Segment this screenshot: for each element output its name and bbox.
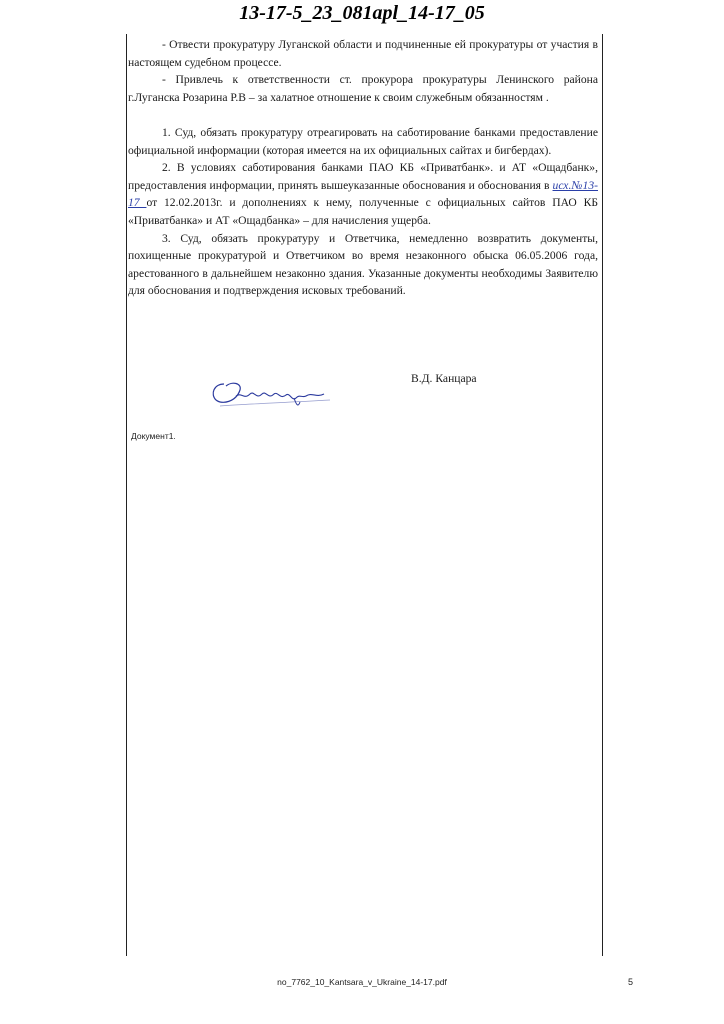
document-body [128, 36, 598, 300]
paragraph-item-2-text-a: 2. В условиях саботирования банками ПАО КБ «Приватбанк». и АТ «Ощадбанк», предоставления информации, принять вышеуказанные обоснования и обоснования в [128, 161, 598, 192]
paragraph-hold-accountable: - Привлечь к ответственности ст. прокурора прокуратуры Ленинского района г.Луганска Розарина Р.В – за халатное отношение к своим служебным обязанностям . [128, 73, 598, 104]
paragraph-remove-prosecutor: - Отвести прокуратуру Луганской области и подчиненные ей прокуратуры от участия в настоящем судебном процессе. [128, 38, 598, 69]
paragraph-item-3: 3. Суд, обязать прокуратуру и Ответчика, немедленно возвратить документы, похищенные прокуратурой и Ответчиком во время незаконного обыска 06.05.2006 года, арестованного в дальнейшем незаконно здания. Указанные документы необходимы Заявителю для обоснования и подтверждения исковых требований. [128, 231, 598, 298]
signatory-name: В.Д. Канцара [411, 372, 477, 385]
reference-link[interactable]: исх.№13-17 [128, 178, 598, 210]
footer-filename: no_7762_10_Kantsara_v_Ukraine_14-17.pdf [277, 977, 447, 987]
document-label: Документ1. [131, 431, 176, 441]
footer-page-number: 5 [628, 977, 634, 987]
document-header-title: 13-17-5_23_081apl_14-17_05 [239, 2, 485, 24]
right-margin-line [602, 34, 603, 956]
paragraph-item-1: 1. Суд, обязать прокуратуру отреагировать на саботирование банками предоставление официальной информации (которая имеется на их официальных сайтах и бигбердах). [128, 125, 598, 157]
paragraph-item-2 [128, 159, 598, 229]
handwritten-signature-icon [206, 372, 336, 410]
paragraph-item-2-text-b: от 12.02.2013г. и дополнениях к нему, полученные с официальных сайтов ПАО КБ «Приватбанка» и АТ «Ощадбанка» – для начисления ущерба. [128, 196, 598, 227]
left-margin-line [126, 34, 127, 956]
